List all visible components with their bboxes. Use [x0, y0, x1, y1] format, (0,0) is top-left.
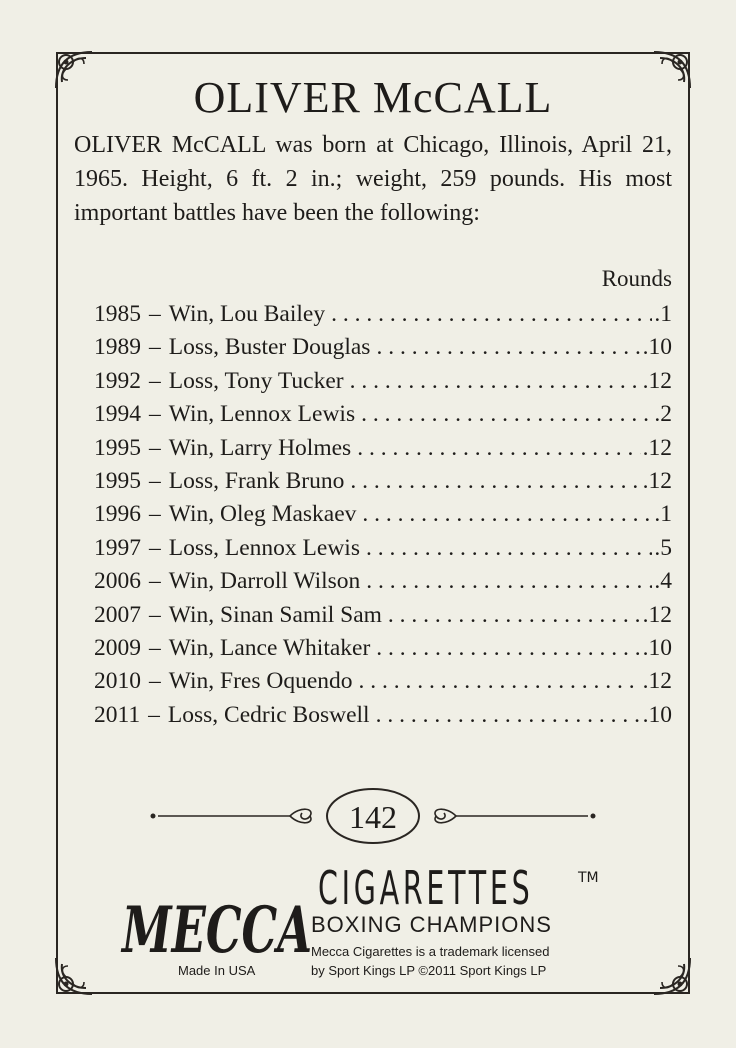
fight-rounds: .5: [654, 534, 672, 561]
fight-separator: –: [149, 401, 161, 428]
fight-row: [94, 331, 672, 364]
dot-leader: [376, 632, 640, 665]
fight-rounds: .10: [642, 701, 672, 728]
dot-leader: [359, 665, 641, 698]
fight-result: Win, Darroll Wilson: [168, 568, 361, 595]
legal-line: by Sport Kings LP ©2011 Sport Kings LP: [311, 963, 547, 978]
fight-result: Win, Sinan Samil Sam: [168, 601, 382, 628]
fight-year: 2009: [94, 634, 141, 661]
bio-text: OLIVER McCALL was born at Chicago, Illinois, April 21, 1965. Height, 6 ft. 2 in.; weight, 259 pounds. His most important battles have been the following:: [74, 132, 672, 226]
card-title: OLIVER McCALL: [193, 73, 553, 122]
trademark-mark: TM: [578, 870, 599, 886]
dot-leader: [366, 532, 652, 565]
dot-leader: [376, 699, 641, 732]
fight-result: Win, Lennox Lewis: [168, 401, 356, 428]
dot-leader: [366, 565, 652, 598]
fight-result: Loss, Buster Douglas: [168, 334, 371, 361]
fight-year: 2011: [94, 701, 141, 728]
mecca-logo: [118, 870, 318, 970]
fight-result: Win, Lance Whitaker: [168, 634, 371, 661]
fight-year: 1989: [94, 334, 141, 361]
legal-line: Mecca Cigarettes is a trademark licensed: [311, 944, 550, 959]
fight-row: [94, 398, 672, 431]
fight-row: [94, 498, 672, 531]
fight-rounds: .4: [654, 568, 672, 595]
fight-separator: –: [148, 701, 160, 728]
brand-title: CIGARETTES: [318, 861, 534, 915]
rounds-header: Rounds: [601, 266, 672, 291]
fight-rounds: .1: [654, 501, 672, 528]
card-number: 142: [349, 799, 397, 835]
fight-rounds: .2: [654, 401, 672, 428]
fight-row: [94, 432, 672, 465]
series-subtitle: BOXING CHAMPIONS: [311, 912, 552, 937]
fight-year: 1995: [94, 467, 141, 494]
fight-year: 1996: [94, 501, 141, 528]
fight-year: 2007: [94, 601, 141, 628]
fight-separator: –: [149, 534, 161, 561]
fight-separator: –: [149, 434, 161, 461]
fight-row: [94, 699, 672, 732]
fight-separator: –: [149, 301, 161, 327]
fight-rounds: .10: [642, 634, 672, 661]
dot-leader: [388, 599, 641, 632]
fight-rounds: .12: [642, 668, 672, 695]
fight-separator: –: [149, 367, 161, 394]
fight-row: [94, 565, 672, 598]
dot-leader: [350, 365, 641, 398]
fight-year: 1997: [94, 534, 141, 561]
fight-rounds: .12: [642, 601, 672, 628]
fight-year: 2010: [94, 668, 141, 695]
fight-year: 1994: [94, 401, 141, 428]
fight-result: Loss, Cedric Boswell: [167, 701, 370, 728]
fight-row: [94, 298, 672, 331]
fight-row: [94, 465, 672, 498]
fight-separator: –: [149, 334, 161, 361]
fight-separator: –: [149, 634, 161, 661]
fight-row: [94, 599, 672, 632]
fight-rounds: .10: [642, 334, 672, 361]
fight-result: Loss, Tony Tucker: [168, 367, 344, 394]
dot-leader: [376, 331, 640, 364]
fight-separator: –: [149, 601, 161, 628]
fight-rounds: .12: [642, 467, 672, 494]
dot-leader: [350, 465, 640, 498]
fight-rounds: .1: [654, 301, 672, 327]
fight-result: Loss, Frank Bruno: [168, 467, 345, 494]
fight-result: Loss, Lennox Lewis: [168, 534, 360, 561]
fight-row: [94, 365, 672, 398]
fight-year: 1992: [94, 367, 141, 394]
fight-result: Win, Lou Bailey: [168, 301, 326, 327]
dot-leader: [357, 432, 640, 465]
corner-flourish-icon: [46, 948, 102, 1004]
fight-list: [94, 298, 672, 732]
fight-separator: –: [149, 668, 161, 695]
fight-rounds: .12: [642, 434, 672, 461]
fight-result: Win, Fres Oquendo: [168, 668, 353, 695]
dot-leader: [361, 398, 652, 431]
fight-year: 2006: [94, 568, 141, 595]
fight-result: Win, Larry Holmes: [168, 434, 352, 461]
fight-separator: –: [149, 568, 161, 595]
fight-separator: –: [149, 467, 161, 494]
dot-leader: [331, 298, 652, 331]
mecca-logo-text: MECCA: [120, 893, 312, 968]
fight-separator: –: [149, 501, 161, 528]
fight-row: [94, 532, 672, 565]
made-in-label: Made In USA: [178, 963, 256, 978]
dot-leader: [362, 498, 652, 531]
fight-result: Win, Oleg Maskaev: [168, 501, 357, 528]
fight-rounds: .12: [642, 367, 672, 394]
fight-year: 1985: [94, 301, 141, 327]
fight-row: [94, 632, 672, 665]
corner-flourish-icon: [644, 948, 700, 1004]
fight-year: 1995: [94, 434, 141, 461]
legal-notice: [311, 942, 611, 980]
fight-row: [94, 665, 672, 698]
